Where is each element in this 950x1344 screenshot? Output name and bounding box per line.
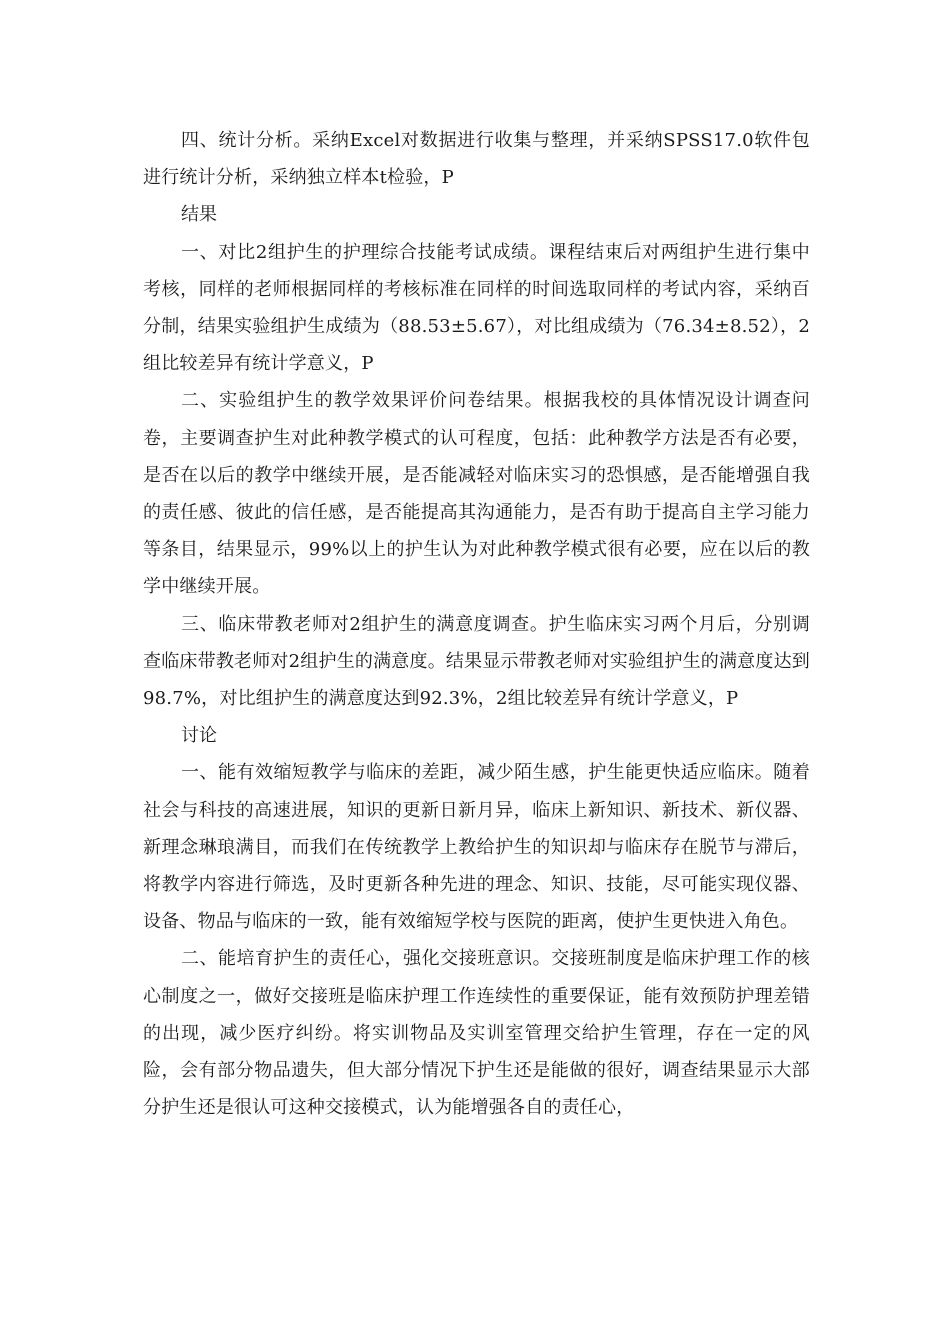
paragraph-discussion-gap: 一、能有效缩短教学与临床的差距，减少陌生感，护生能更快适应临床。随着社会与科技的高速进展，知识的更新日新月异，临床上新知识、新技术、新仪器、新理念琳琅满目，而我们在传统教学上教给护生的知识却与临床存在脱节与滞后，将教学内容进行筛选，及时更新各种先进的理念、知识、技能，尽可能实现仪器、设备、物品与临床的一致，能有效缩短学校与医院的距离，使护生更快进入角色。 [143,762,810,933]
paragraph-discussion-responsibility: 二、能培育护生的责任心，强化交接班意识。交接班制度是临床护理工作的核心制度之一，做好交接班是临床护理工作连续性的重要保证，能有效预防护理差错的出现，减少医疗纠纷。将实训物品及实训室管理交给护生管理，存在一定的风险，会有部分物品遗失，但大部分情况下护生还是能做的很好，调查结果显示大部分护生还是很认可这种交接模式，认为能增强各自的责任心， [143,948,810,1119]
paragraph-statistical-analysis: 四、统计分析。采纳Excel对数据进行收集与整理，并采纳SPSS17.0软件包进行统计分析，采纳独立样本t检验，P [143,130,810,189]
paragraph-results-exam-scores: 一、对比2组护生的护理综合技能考试成绩。课程结束后对两组护生进行集中考核，同样的老师根据同样的考核标准在同样的时间选取同样的考试内容，采纳百分制，结果实验组护生成绩为（88.53±5.67），对比组成绩为（76.34±8.52），2组比较差异有统计学意义，P [143,241,810,375]
paragraph-results-satisfaction: 三、临床带教老师对2组护生的满意度调查。护生临床实习两个月后，分别调查临床带教老师对2组护生的满意度。结果显示带教老师对实验组护生的满意度达到98.7%，对比组护生的满意度达到92.3%，2组比较差异有统计学意义，P [143,613,810,710]
paragraph-results-questionnaire: 二、实验组护生的教学效果评价问卷结果。根据我校的具体情况设计调查问卷，主要调查护生对此种教学模式的认可程度，包括：此种教学方法是否有必要，是否在以后的教学中继续开展，是否能减轻对临床实习的恐惧感，是否能增强自我的责任感、彼此的信任感，是否能提高其沟通能力，是否有助于提高自主学习能力等条目，结果显示，99%以上的护生认为对此种教学模式很有必要，应在以后的教学中继续开展。 [143,390,810,598]
section-heading-discussion: 讨论 [181,725,217,747]
section-heading-results: 结果 [181,204,217,226]
